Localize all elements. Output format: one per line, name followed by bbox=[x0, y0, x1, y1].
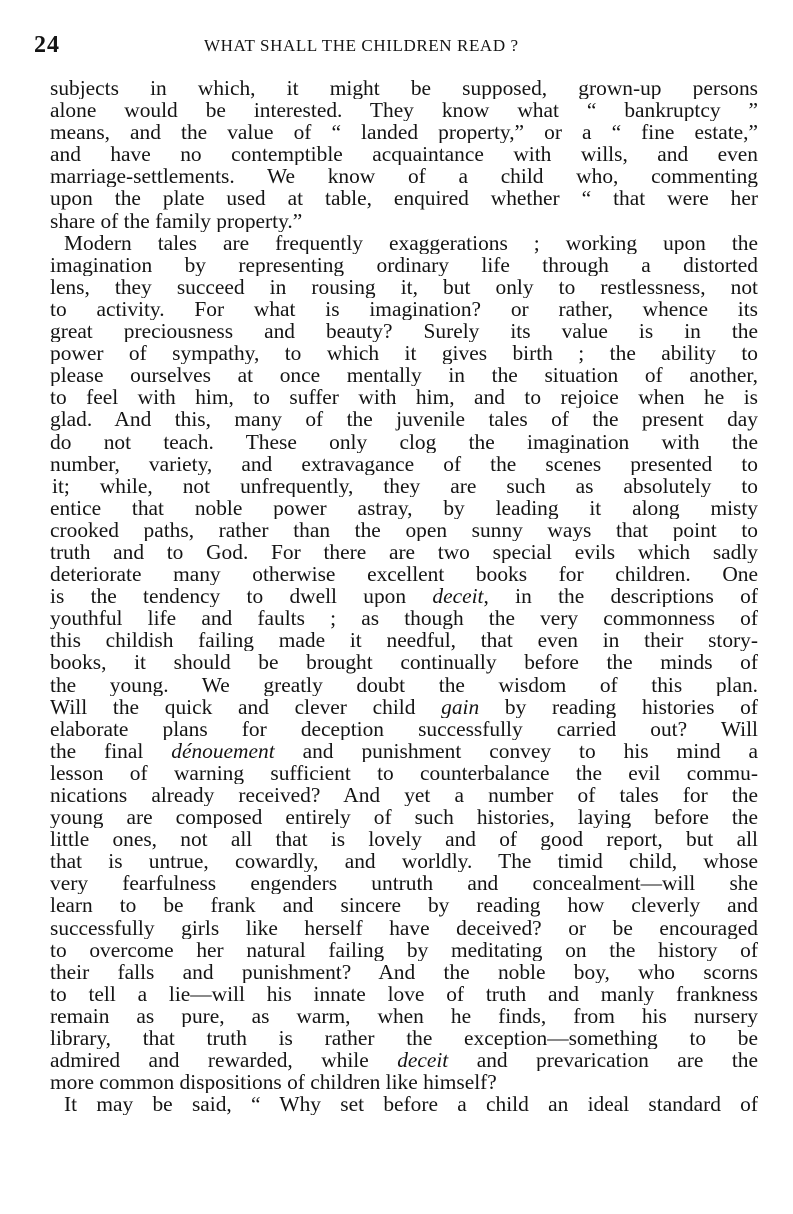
text-line: marriage-settlements. We know of a child who, commenting bbox=[50, 165, 758, 188]
text-line: the young. We greatly doubt the wisdom of this plan. bbox=[50, 673, 758, 696]
running-head bbox=[34, 32, 754, 64]
text-line: truth and to God. For there are two special evils which sadly bbox=[50, 540, 758, 564]
body-text bbox=[50, 77, 758, 1115]
text-line: youthful life and faults ; as though the very commonness of bbox=[50, 607, 758, 630]
text-line: it; while, not unfrequently, they are such as absolutely to bbox=[52, 474, 758, 497]
text-line: please ourselves at once mentally in the situation of another, bbox=[50, 364, 758, 387]
text-line: learn to be frank and sincere by reading how cleverly and bbox=[50, 894, 758, 917]
text-line: number, variety, and extravagance of the scenes presented to bbox=[50, 452, 758, 475]
text-line: imagination by representing ordinary life through a distorted bbox=[50, 253, 758, 276]
text-line: books, it should be brought continually before the minds of bbox=[50, 651, 758, 674]
text-line: to activity. For what is imagination? or rather, whence its bbox=[50, 297, 758, 321]
text-line: elaborate plans for deception successfully carried out? Will bbox=[50, 717, 758, 740]
text-line: library, that truth is rather the exception—something to be bbox=[50, 1027, 758, 1050]
running-title: WHAT SHALL THE CHILDREN READ ? bbox=[204, 36, 519, 55]
text-line: share of the family property.” bbox=[50, 209, 303, 232]
text-line: admired and rewarded, while deceit and prevarication are the bbox=[50, 1049, 758, 1072]
text-line: Will the quick and clever child gain by reading histories of bbox=[50, 695, 758, 718]
text-line: this childish failing made it needful, that even in their story- bbox=[50, 629, 758, 652]
text-line: that is untrue, cowardly, and worldly. The timid child, whose bbox=[50, 850, 758, 873]
text-line: is the tendency to dwell upon deceit, in the descriptions of bbox=[50, 585, 758, 608]
text-line: glad. And this, many of the juvenile tales of the present day bbox=[50, 408, 758, 431]
text-line: upon the plate used at table, enquired whether “ that were her bbox=[50, 187, 758, 210]
text-line: great preciousness and beauty? Surely its value is in the bbox=[50, 320, 758, 343]
text-line: the final dénouement and punishment convey to his mind a bbox=[50, 739, 758, 762]
paragraph-start-line: It may be said, “ Why set before a child an ideal standard of bbox=[64, 1093, 758, 1116]
text-line: crooked paths, rather than the open sunny ways that point to bbox=[50, 518, 758, 541]
text-line: to overcome her natural failing by meditating on the history of bbox=[50, 938, 758, 961]
text-line: alone would be interested. They know what “ bankruptcy ” bbox=[50, 99, 758, 122]
text-line: lens, they succeed in rousing it, but only to restlessness, not bbox=[50, 275, 758, 298]
text-line: subjects in which, it might be supposed, grown-up persons bbox=[50, 77, 758, 100]
text-line: entice that noble power astray, by leading it along misty bbox=[50, 496, 758, 519]
text-line: to feel with him, to suffer with him, and to rejoice when he is bbox=[50, 386, 758, 409]
paragraph-start-line: Modern tales are frequently exaggerations ; working upon the bbox=[64, 231, 758, 254]
text-line: more common dispositions of children like himself? bbox=[50, 1071, 497, 1094]
text-line: do not teach. These only clog the imagination with the bbox=[50, 430, 758, 453]
page-number: 24 bbox=[34, 32, 60, 58]
text-line: deteriorate many otherwise excellent books for children. One bbox=[50, 563, 758, 586]
text-line: their falls and punishment? And the noble boy, who scorns bbox=[50, 960, 758, 983]
text-line: lesson of warning sufficient to counterbalance the evil commu- bbox=[50, 761, 758, 784]
text-line: to tell a lie—will his innate love of truth and manly frankness bbox=[50, 982, 758, 1005]
text-line: little ones, not all that is lovely and of good report, but all bbox=[50, 828, 758, 851]
text-line: remain as pure, as warm, when he finds, from his nursery bbox=[50, 1004, 758, 1028]
text-line: means, and the value of “ landed property,” or a “ fine estate,” bbox=[50, 121, 758, 144]
text-line: very fearfulness engenders untruth and concealment—will she bbox=[50, 872, 758, 895]
text-line: and have no contemptible acquaintance with wills, and even bbox=[50, 143, 758, 166]
text-line: young are composed entirely of such histories, laying before the bbox=[50, 806, 758, 829]
text-line: power of sympathy, to which it gives birth ; the ability to bbox=[50, 342, 758, 365]
text-line: nications already received? And yet a number of tales for the bbox=[50, 784, 758, 807]
text-line: successfully girls like herself have deceived? or be encouraged bbox=[50, 916, 758, 939]
